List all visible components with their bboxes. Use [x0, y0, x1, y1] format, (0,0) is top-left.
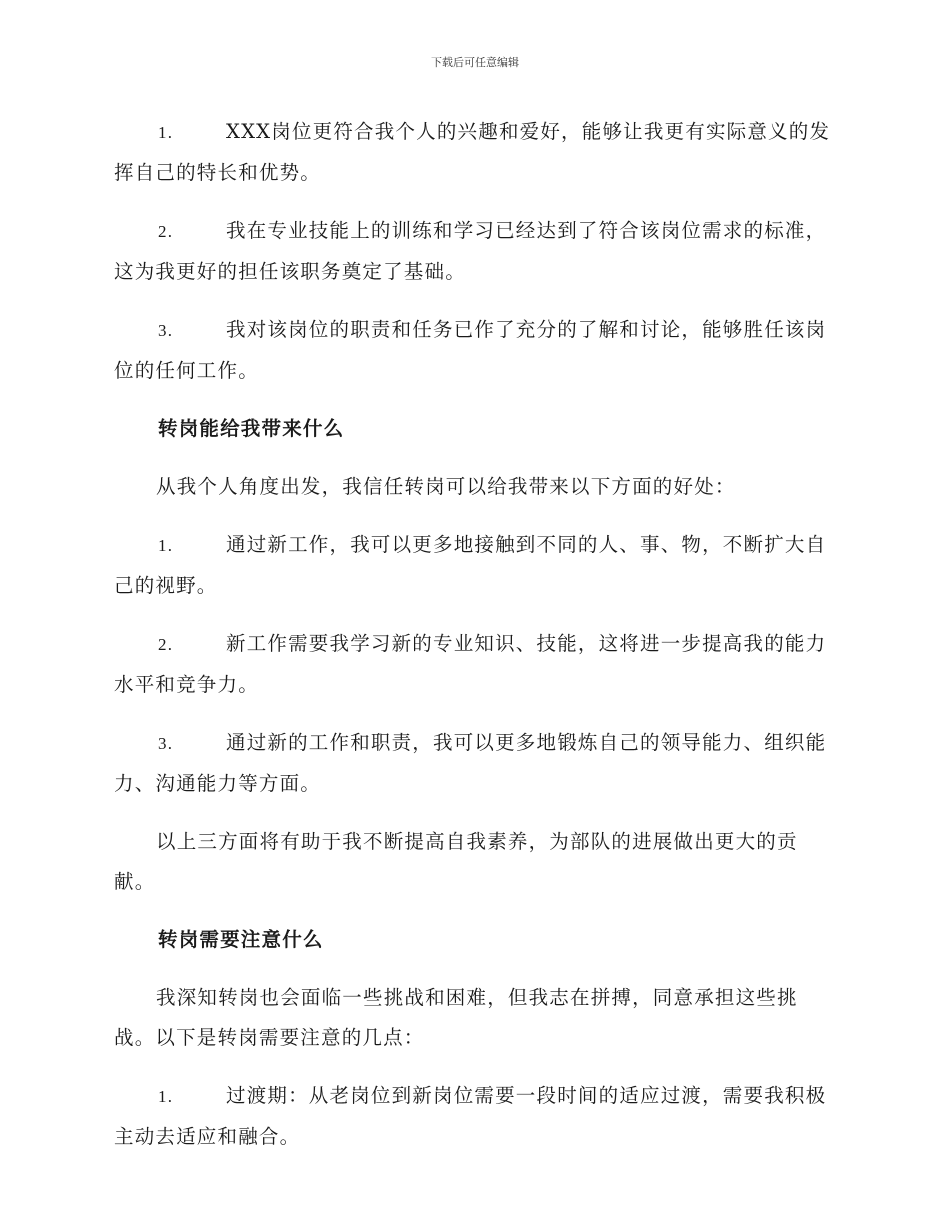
list-number: 2.: [158, 222, 174, 241]
document-body: [114, 112, 834, 1175]
list-item: [114, 310, 834, 391]
list-item: [114, 525, 834, 606]
list-item: [114, 624, 834, 705]
paragraph: 从我个人角度出发，我信任转岗可以给我带来以下方面的好处：: [156, 475, 736, 498]
list-number: 3.: [158, 734, 174, 753]
list-item: [114, 112, 834, 193]
list-number: 1.: [158, 1087, 174, 1106]
list-number: 3.: [158, 321, 174, 340]
list-text: XXX岗位更符合我个人的兴趣和爱好，能够让我更有实际意义的发挥自己的特长和优势。: [114, 120, 831, 184]
paragraph: 以上三方面将有助于我不断提高自我素养，为部队的进展做出更大的贡献。: [114, 830, 798, 893]
list-item: [114, 723, 834, 804]
list-number: 1.: [158, 536, 174, 555]
page-header: 下载后可任意编辑: [431, 56, 519, 69]
list-item: [114, 1076, 834, 1157]
section-heading: 转岗需要注意什么: [158, 928, 324, 951]
list-text: 通过新的工作和职责，我可以更多地锻炼自己的领导能力、组织能力、沟通能力等方面。: [114, 731, 827, 795]
list-text: 通过新工作，我可以更多地接触到不同的人、事、物，不断扩大自己的视野。: [114, 533, 827, 597]
list-number: 1.: [158, 123, 174, 142]
paragraph: 我深知转岗也会面临一些挑战和困难，但我志在拼搏，同意承担这些挑战。以下是转岗需要注意的几点：: [114, 986, 798, 1049]
list-item: [114, 211, 834, 292]
list-text: 新工作需要我学习新的专业知识、技能，这将进一步提高我的能力水平和竞争力。: [114, 632, 827, 696]
list-number: 2.: [158, 635, 174, 654]
section-heading: 转岗能给我带来什么: [158, 417, 345, 440]
list-text: 我在专业技能上的训练和学习已经达到了符合该岗位需求的标准，这为我更好的担任该职务奠定了基础。: [114, 219, 827, 283]
list-text: 我对该岗位的职责和任务已作了充分的了解和讨论，能够胜任该岗位的任何工作。: [114, 318, 827, 382]
list-text: 过渡期：从老岗位到新岗位需要一段时间的适应过渡，需要我积极主动去适应和融合。: [114, 1084, 827, 1148]
